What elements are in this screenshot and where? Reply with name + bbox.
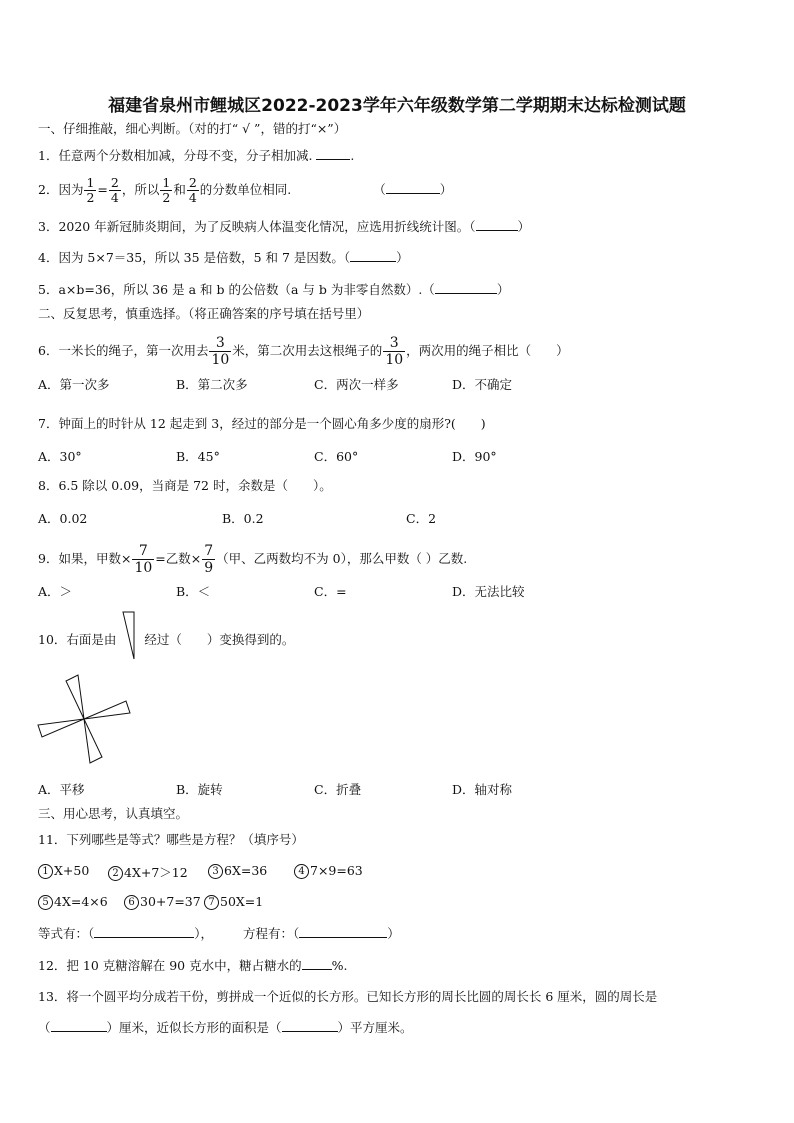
answer-blank[interactable]	[282, 1019, 338, 1032]
numerator: 7	[132, 543, 154, 560]
denominator: 10	[385, 352, 404, 368]
pinwheel-figure	[36, 671, 132, 767]
numerator: 2	[110, 175, 119, 190]
paren-right: ）	[517, 219, 531, 234]
triangle-figure-small	[121, 611, 137, 661]
item-text: 4X+7＞12	[124, 865, 188, 880]
question-1	[38, 147, 354, 164]
paren-right: ）	[439, 182, 453, 197]
section-2-heading: 二、反复思考，慎重选择。（将正确答案的序号填在括号里）	[38, 306, 370, 321]
q11-item-4	[294, 863, 363, 879]
paren-right: ）	[396, 250, 409, 265]
section-1-heading: 一、仔细推敲，细心判断。（对的打“ √ ”，错的打“×”）	[38, 121, 347, 136]
denominator: 10	[134, 560, 153, 576]
fraction	[383, 335, 405, 368]
q11-item-7	[204, 894, 263, 910]
page-title: 福建省泉州市鲤城区2022-2023学年六年级数学第二学期期末达标检测试题	[108, 96, 686, 116]
numerator: 3	[383, 335, 405, 352]
question-8: 8．6.5 除以 0.09，当商是 72 时，余数是（ ）。	[38, 478, 332, 493]
q12-post: %.	[331, 958, 348, 973]
option-b[interactable]: B．＜	[176, 584, 211, 599]
fraction	[160, 176, 172, 205]
paren-right: ），	[194, 926, 214, 941]
question-2	[38, 176, 452, 205]
question-12	[38, 957, 347, 974]
item-number: 3	[208, 864, 223, 879]
equations-fc-label: 方程有：（	[243, 926, 300, 941]
q10-pre: 10．右面是由	[38, 632, 117, 647]
q9-pre: 9．如果，甲数×	[38, 551, 132, 566]
equations-label: 等式有：（	[38, 926, 95, 941]
question-3-text: 3．2020 年新冠肺炎期间，为了反映病人体温变化情况，应选用折线统计图。（	[38, 219, 476, 234]
question-13-line2	[38, 1019, 413, 1036]
numerator: 1	[162, 175, 171, 190]
option-a[interactable]: A．平移	[38, 782, 85, 797]
denominator: 2	[162, 190, 171, 205]
q11-item-5	[38, 894, 108, 910]
option-b[interactable]: B．旋转	[176, 782, 223, 797]
option-c[interactable]: C．=	[314, 584, 347, 599]
q13-post: ）平方厘米。	[337, 1020, 413, 1035]
question-12-text: 12．把 10 克糖溶解在 90 克水中，糖占糖水的	[38, 958, 302, 973]
question-7: 7．钟面上的时针从 12 起走到 3，经过的部分是一个圆心角多少度的扇形?( )	[38, 416, 486, 431]
question-1-text: 1．任意两个分数相加减，分母不变，分子相加减.	[38, 148, 317, 163]
paren-right: ）	[496, 282, 510, 297]
question-3	[38, 218, 530, 235]
question-4-text: 4．因为 5×7＝35，所以 35 是倍数，5 和 7 是因数。（	[38, 250, 351, 265]
item-number: 1	[38, 864, 53, 879]
q9-mid: =乙数×	[155, 551, 202, 566]
fraction	[187, 176, 199, 205]
question-13-line1: 13．将一个圆平均分成若干份，剪拼成一个近似的长方形。已知长方形的周长比圆的周长长 6 厘米，圆的周长是	[38, 989, 658, 1004]
item-number: 4	[294, 864, 309, 879]
answer-blank[interactable]	[302, 957, 332, 970]
denominator: 4	[110, 190, 119, 205]
paren-left: （	[373, 182, 386, 197]
option-b[interactable]: B．45°	[176, 449, 220, 464]
q2-and: 和	[173, 182, 186, 197]
item-number: 6	[124, 895, 139, 910]
answer-blank[interactable]	[316, 147, 350, 160]
denominator: 4	[188, 190, 197, 205]
q11-item-3	[208, 863, 267, 879]
fraction	[202, 543, 215, 576]
option-b[interactable]: B．0.2	[222, 511, 264, 526]
question-11: 11．下列哪些是等式？哪些是方程？（填序号）	[38, 832, 304, 847]
q13-mid: ）厘米，近似长方形的面积是（	[106, 1020, 282, 1035]
answer-blank[interactable]	[94, 925, 194, 938]
option-a[interactable]: A．第一次多	[38, 377, 110, 392]
option-d[interactable]: D．无法比较	[452, 584, 525, 599]
fraction	[209, 335, 231, 368]
period: .	[350, 148, 355, 163]
item-text: 7×9=63	[310, 863, 363, 878]
option-d[interactable]: D．90°	[452, 449, 497, 464]
item-text: 50X=1	[220, 894, 264, 909]
q2-mid: ，所以	[121, 182, 160, 197]
answer-blank[interactable]	[386, 181, 440, 194]
numerator: 3	[209, 335, 231, 352]
q6-pre: 6．一米长的绳子，第一次用去	[38, 343, 209, 358]
denominator: 2	[86, 190, 95, 205]
q11-item-6	[124, 894, 201, 910]
item-number: 2	[108, 866, 123, 881]
option-d[interactable]: D．轴对称	[452, 782, 513, 797]
numerator: 2	[188, 175, 197, 190]
q9-post: （甲、乙两数均不为 0），那么甲数（ ）乙数.	[216, 551, 468, 566]
question-11-answers	[38, 925, 400, 942]
equals-sign: =	[97, 182, 108, 197]
item-number: 5	[38, 895, 53, 910]
q2-pre: 2．因为	[38, 182, 84, 197]
paren-left: （	[38, 1020, 51, 1035]
question-5	[38, 281, 509, 298]
question-9	[38, 543, 467, 576]
fraction	[132, 543, 154, 576]
section-3-heading: 三、用心思考，认真填空。	[38, 806, 189, 821]
option-c[interactable]: C．两次一样多	[314, 377, 399, 392]
denominator: 9	[204, 560, 214, 576]
q6-mid: 米，第二次用去这根绳子的	[232, 343, 383, 358]
answer-blank[interactable]	[350, 249, 396, 262]
item-text: 4X=4×6	[54, 894, 108, 909]
q11-item-2	[108, 863, 188, 881]
question-5-text: 5．a×b=36，所以 36 是 a 和 b 的公倍数（a 与 b 为非零自然数）.（	[38, 282, 435, 297]
question-6	[38, 335, 569, 368]
option-a[interactable]: A．0.02	[38, 511, 88, 526]
answer-blank[interactable]	[51, 1019, 107, 1032]
q11-item-1	[38, 863, 89, 879]
answer-blank[interactable]	[299, 925, 387, 938]
option-a[interactable]: A．30°	[38, 449, 82, 464]
denominator: 10	[211, 352, 230, 368]
option-b[interactable]: B．第二次多	[176, 377, 248, 392]
fraction	[109, 176, 121, 205]
answer-blank[interactable]	[435, 281, 497, 294]
q2-post: 的分数单位相同.	[199, 182, 292, 197]
item-text: 30+7=37	[140, 894, 201, 909]
item-text: X+50	[54, 863, 90, 878]
paren-right: ）	[387, 926, 400, 941]
answer-blank[interactable]	[476, 218, 518, 231]
q6-post: ，两次用的绳子相比（ ）	[406, 343, 569, 358]
numerator: 7	[204, 543, 214, 559]
fraction	[84, 176, 96, 205]
question-10	[38, 628, 294, 648]
question-4	[38, 249, 409, 266]
item-text: 6X=36	[224, 863, 268, 878]
option-d[interactable]: D．不确定	[452, 377, 513, 392]
numerator: 1	[86, 175, 95, 190]
option-c[interactable]: C．2	[406, 511, 437, 526]
q10-post: 经过（ ）变换得到的。	[144, 632, 295, 647]
option-c[interactable]: C．60°	[314, 449, 359, 464]
option-a[interactable]: A．＞	[38, 584, 73, 599]
option-c[interactable]: C．折叠	[314, 782, 362, 797]
item-number: 7	[204, 895, 219, 910]
